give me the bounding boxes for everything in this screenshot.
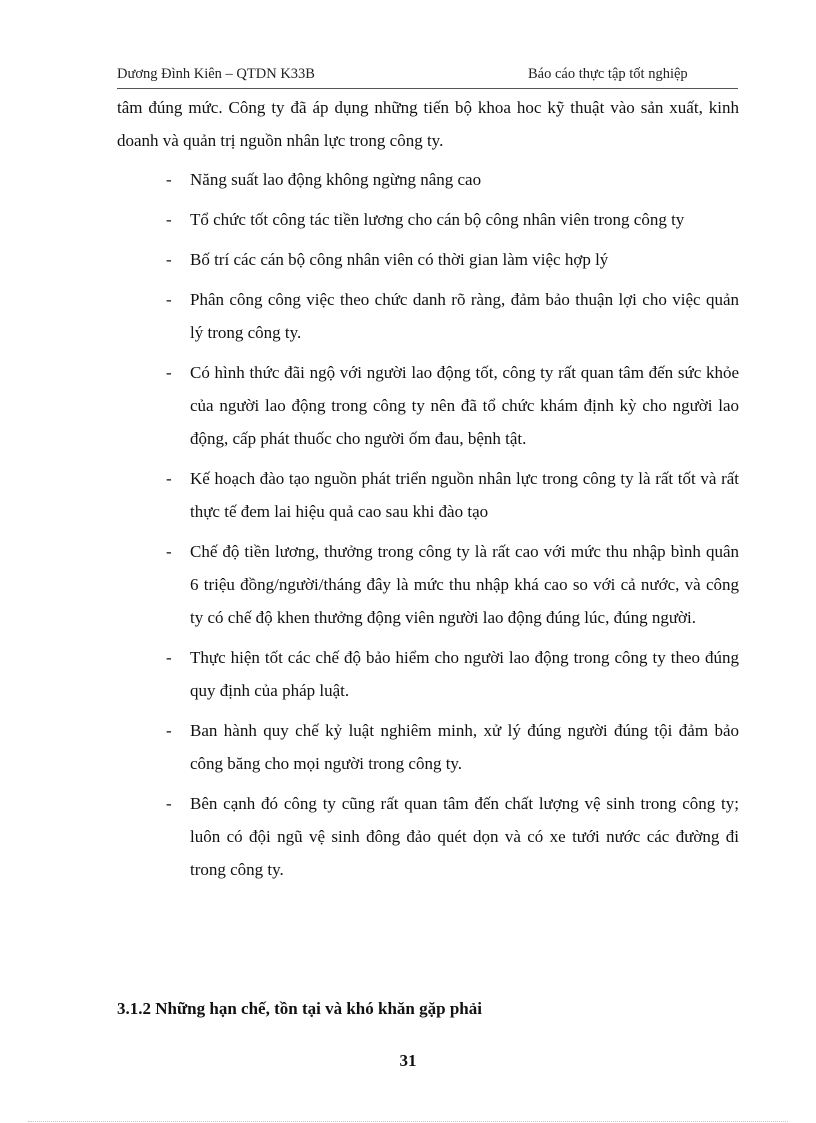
list-item [166,462,739,528]
page-bottom-border [28,1121,788,1122]
list-item-text: Năng suất lao động không ngừng nâng cao [190,170,482,189]
list-item [166,641,739,707]
list-item-text: Kế hoạch đào tạo nguồn phát triển nguồn nhân lực trong công ty là rất tốt và rất thực tế đem lai hiệu quả cao sau khi đào tạo [190,469,739,521]
bullet-dash: - [166,170,172,189]
list-item [166,163,739,196]
list-item [166,787,739,886]
list-item [166,243,739,276]
intro-paragraph: tâm đúng mức. Công ty đã áp dụng những tiến bộ khoa hoc kỹ thuật vào sản xuất, kinh doanh và quản trị nguồn nhân lực trong công ty. [117,98,739,150]
list-item-text: Chế độ tiền lương, thưởng trong công ty là rất cao với mức thu nhập bình quân 6 triệu đồng/người/tháng đây là mức thu nhập khá cao so với cả nước, và công ty có chế độ khen thưởng động viên người lao động đúng lúc, đúng người. [190,542,739,627]
list-item-text: Thực hiện tốt các chế độ bảo hiểm cho người lao động trong công ty theo đúng quy định của pháp luật. [190,648,739,700]
list-item [166,714,739,780]
list-item-text: Tổ chức tốt công tác tiền lương cho cán bộ công nhân viên trong công ty [190,210,685,229]
bullet-dash: - [166,721,172,740]
achievement-list [0,163,816,893]
list-item-text: Ban hành quy chế kỷ luật nghiêm minh, xử lý đúng người đúng tội đảm bảo công băng cho mọi người trong công ty. [190,721,739,773]
list-item-text: Có hình thức đãi ngộ với người lao động tốt, công ty rất quan tâm đến sức khỏe của người lao động trong công ty nên đã tổ chức khám định kỳ cho người lao động, cấp phát thuốc cho người ốm đau, bệnh tật. [190,363,739,448]
bullet-dash: - [166,290,172,309]
list-item [166,283,739,349]
list-item-text: Phân công công việc theo chức danh rõ ràng, đảm bảo thuận lợi cho việc quản lý trong công ty. [190,290,739,342]
header-author: Dương Đình Kiên – QTDN K33B [117,66,315,82]
header-report-title: Báo cáo thực tập tốt nghiệp [528,66,688,82]
list-item-text: Bố trí các cán bộ công nhân viên có thời gian làm việc hợp lý [190,250,609,269]
header-rule [117,88,738,89]
list-item [166,356,739,455]
list-item [166,203,739,236]
bullet-dash: - [166,542,172,561]
bullet-dash: - [166,794,172,813]
list-item-text: Bên cạnh đó công ty cũng rất quan tâm đến chất lượng vệ sinh trong công ty; luôn có đội ngũ vệ sinh đông đảo quét dọn và có xe tưới nước các đường đi trong công ty. [190,794,739,879]
bullet-dash: - [166,363,172,382]
bullet-dash: - [166,250,172,269]
page-number: 31 [399,1051,417,1070]
bullet-dash: - [166,210,172,229]
list-item [166,535,739,634]
section-heading: 3.1.2 Những hạn chế, tồn tại và khó khăn gặp phải [117,999,482,1018]
bullet-dash: - [166,648,172,667]
bullet-dash: - [166,469,172,488]
